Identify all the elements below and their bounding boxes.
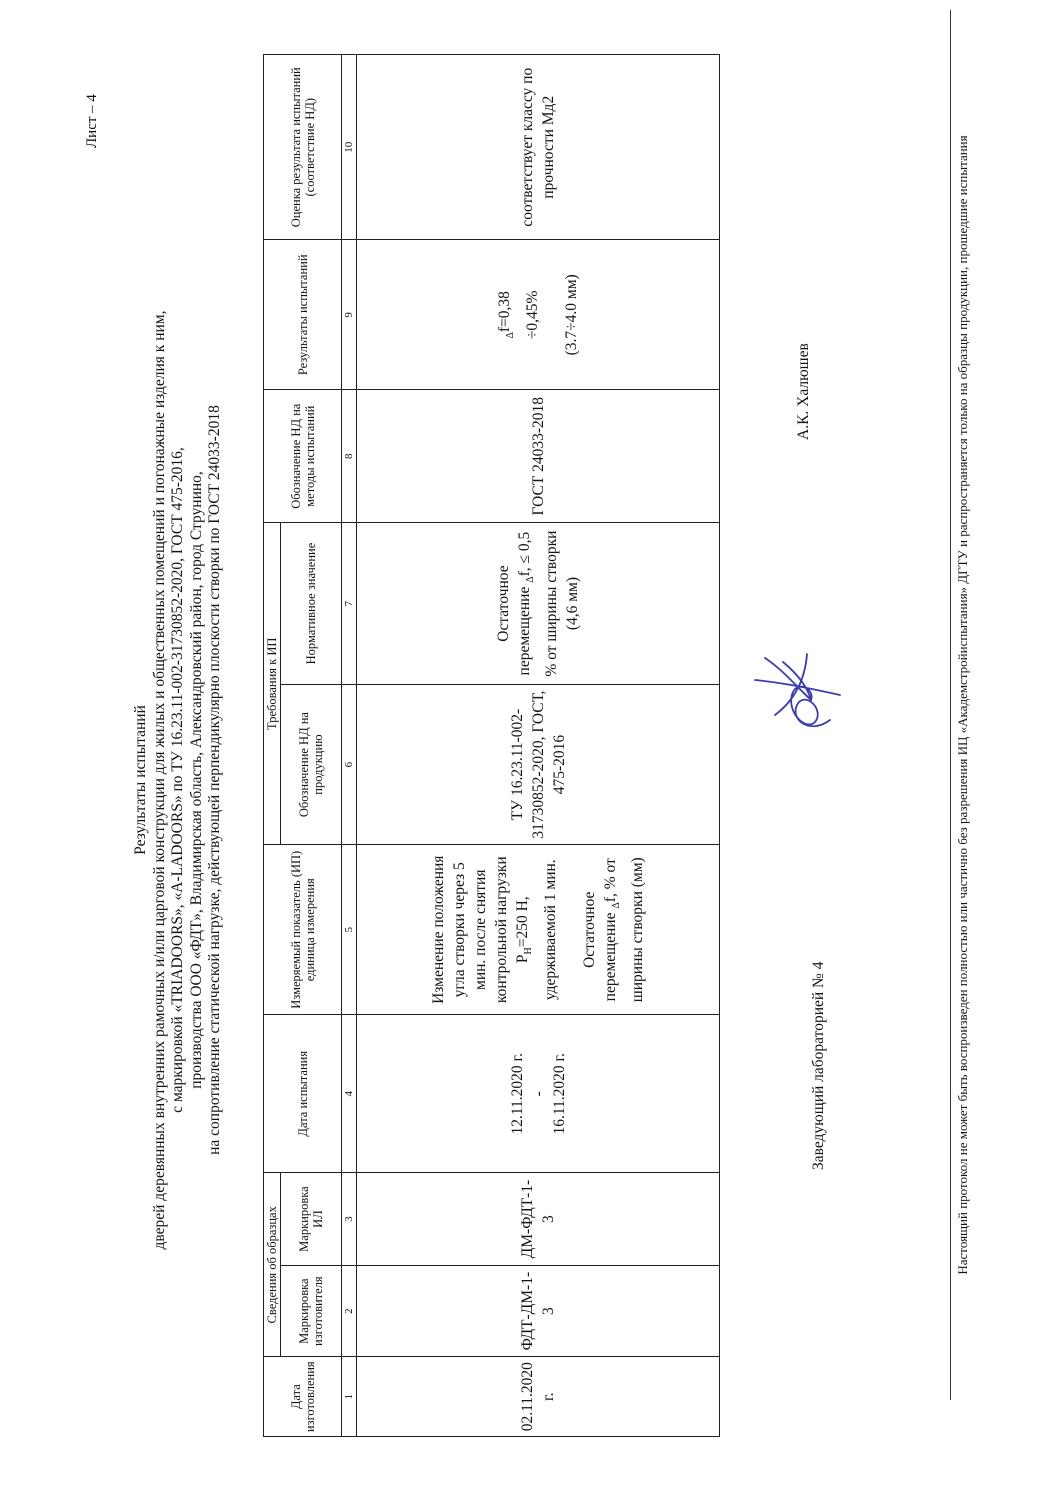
title-line-2: дверей деревянных внутренних рамочных и/или царговой конструкции для жилых и общественных помещений и погонажные изделия к ним, [150, 310, 168, 1250]
col-header-assessment: Оценка результата испытаний (соответствие НД) [264, 55, 342, 240]
indicator-residual-displacement [579, 848, 648, 1011]
result-value-text: f=0,38 [496, 291, 514, 333]
result-value [494, 243, 521, 386]
col-number: 2 [342, 1265, 357, 1356]
norm-text-end: f, ≤ 0,5 % от ширины створки (4,6 мм) [515, 530, 582, 677]
test-date-start: 12.11.2020 г. [508, 1052, 526, 1135]
col-number: 4 [342, 1015, 357, 1173]
delta-subscript: Δ [610, 902, 622, 909]
col-number: 10 [342, 55, 357, 240]
title-line-5: на сопротивление статической нагрузке, действующей перпендикулярно плоскости створки по ГОСТ 24033-2018 [206, 405, 223, 1155]
test-date-end: 16.11.2020 г. [550, 1052, 568, 1135]
group-header-sample: Сведения об образцах [264, 1173, 281, 1357]
col-header-manufacture-date: Дата изготовления [264, 1357, 342, 1437]
norm-text: Остаточное перемещение [494, 565, 533, 676]
page-number: Лист – 4 [84, 94, 100, 148]
cell-norm-value [357, 523, 720, 685]
indicator-b-text: Остаточное перемещение [580, 891, 619, 1002]
head-of-lab-name: А.К. Халюшев [795, 343, 812, 440]
document-title [132, 210, 225, 1350]
indicator-text-end: =250 Н, удерживаемой 1 мин. [514, 859, 559, 1001]
group-header-requirements: Требования к ИП [264, 523, 281, 845]
indicator-text: Изменение положения угла створки через 5 мин. после снятия контрольной нагрузки Р [430, 855, 532, 1004]
cell-indicator [357, 845, 720, 1015]
delta-subscript: Δ [525, 576, 537, 583]
col-header-norm-value: Нормативное значение [281, 523, 342, 685]
cell-method-nd: ГОСТ 24033-2018 [357, 390, 720, 523]
col-header-product-nd: Обозначение НД на продукцию [281, 684, 342, 844]
footer-divider [950, 10, 951, 1400]
title-line-3: с маркировкой «TRIADOORS», «A-LADOORS» по ТУ 16.23.11-002-31730852-2020, ГОСТ 475-2016, [169, 447, 186, 1113]
footer-disclaimer: Настоящий протокол не может быть воспроизведен полностью или частично без разрешения ИЦ «Академстройиспытания» ДГТУ и распространяется только на образцы продукции, прошедшие испытания [955, 135, 970, 1275]
cell-manufacture-date: 02.11.2020 г. [357, 1357, 720, 1437]
title-line-4: производства ООО «ФДТ», Владимирская область, Александровский район, город Струнино, [187, 471, 205, 1089]
col-header-indicator: Измеряемый показатель (ИП) единица измерения [264, 845, 342, 1015]
col-number: 8 [342, 390, 357, 523]
indicator-change-angle [428, 848, 560, 1011]
cell-test-date [357, 1015, 720, 1173]
cell-assessment: соответствует классу по прочности Мд2 [357, 55, 720, 240]
col-header-lab-mark: Маркировка ИЛ [281, 1173, 342, 1266]
col-number: 5 [342, 845, 357, 1015]
results-table [263, 54, 720, 1437]
table-header-row-group [264, 55, 281, 1437]
test-date-dash: - [529, 1091, 547, 1097]
title-line-1: Результаты испытаний [132, 705, 149, 855]
cell-results [357, 240, 720, 390]
col-header-manufacturer-mark: Маркировка изготовителя [281, 1265, 342, 1356]
col-number: 6 [342, 684, 357, 844]
delta-subscript: Δ [505, 332, 517, 339]
result-mm: (3.7÷4.0 мм) [562, 274, 580, 356]
table-row [357, 55, 720, 1437]
col-number: 9 [342, 240, 357, 390]
col-header-test-date: Дата испытания [264, 1015, 342, 1173]
indicator-b-text-end: f, % от ширины створки (мм) [601, 857, 646, 1003]
column-number-row [342, 55, 357, 1437]
indicator-subscript: Н [523, 947, 535, 955]
col-number: 3 [342, 1173, 357, 1266]
cell-lab-mark: ДМ-ФДТ-1-3 [357, 1173, 720, 1266]
head-of-lab-label: Заведующий лабораторией № 4 [810, 961, 827, 1170]
cell-manufacturer-mark: ФДТ-ДМ-1-3 [357, 1265, 720, 1356]
col-number: 1 [342, 1357, 357, 1437]
result-range: ÷0,45% [523, 290, 541, 340]
signature-image [735, 650, 845, 740]
col-number: 7 [342, 523, 357, 685]
col-header-results: Результаты испытаний [264, 240, 342, 390]
col-header-method-nd: Обозначение НД на методы испытаний [264, 390, 342, 523]
cell-product-nd: ТУ 16.23.11-002-31730852-2020, ГОСТ, 475-2016 [357, 684, 720, 844]
